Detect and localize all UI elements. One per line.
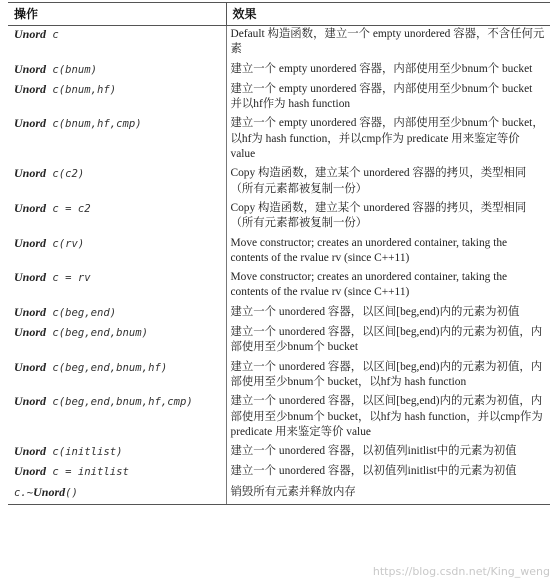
table-body — [8, 26, 550, 505]
operation-cell — [8, 269, 226, 304]
container-type: Unord — [14, 270, 47, 285]
watermark: https://blog.csdn.net/King_weng — [372, 565, 550, 578]
operation-signature: c(beg,end) — [46, 306, 117, 319]
effect-cell: Copy 构造函数，建立某个 unordered 容器的拷贝，类型相同（所有元素都被复制一份） — [226, 165, 550, 200]
operation-cell — [8, 115, 226, 165]
table-row — [8, 359, 550, 394]
operation-cell — [8, 463, 226, 483]
operation-signature: c(bnum,hf) — [46, 83, 117, 96]
header-operation: 操作 — [8, 3, 226, 26]
operation-signature: c(bnum,hf,cmp) — [46, 118, 142, 131]
operation-signature: () — [65, 486, 78, 499]
operation-signature: c = c2 — [46, 202, 91, 215]
operation-signature: c = initlist — [46, 466, 129, 479]
table-row — [8, 393, 550, 443]
container-type: Unord — [14, 61, 47, 76]
container-type: Unord — [14, 304, 47, 319]
table-row — [8, 235, 550, 270]
operation-cell — [8, 324, 226, 359]
table-row — [8, 115, 550, 165]
container-type: Unord — [14, 464, 47, 479]
table-row — [8, 269, 550, 304]
container-type: Unord — [14, 325, 47, 340]
operation-signature: c — [46, 29, 59, 41]
container-type: Unord — [14, 81, 47, 96]
operation-cell — [8, 443, 226, 463]
table-row — [8, 200, 550, 235]
operation-signature: c(c2) — [46, 168, 85, 181]
operation-cell — [8, 359, 226, 394]
table-row — [8, 165, 550, 200]
table-header — [8, 3, 550, 26]
container-type: Unord — [14, 166, 47, 181]
effect-cell: 销毁所有元素并释放内存 — [226, 484, 550, 505]
table-row — [8, 26, 550, 61]
operation-cell — [8, 81, 226, 116]
effect-cell: Copy 构造函数，建立某个 unordered 容器的拷贝，类型相同（所有元素都被复制一份） — [226, 200, 550, 235]
effect-cell: 建立一个 unordered 容器，以区间[beg,end)内的元素为初值，内部使用至少bnum个 bucket — [226, 324, 550, 359]
operation-cell — [8, 165, 226, 200]
operation-signature: c(rv) — [46, 237, 85, 250]
table-row — [8, 81, 550, 116]
effect-cell: 建立一个 unordered 容器，以初值列initlist中的元素为初值 — [226, 463, 550, 483]
operation-prefix: c.~ — [14, 486, 34, 499]
operation-cell — [8, 200, 226, 235]
container-type: Unord — [14, 116, 47, 131]
container-type: Unord — [33, 484, 66, 499]
table-row — [8, 443, 550, 463]
operation-signature: c(beg,end,bnum,hf,cmp) — [46, 396, 193, 409]
effect-cell: 建立一个 empty unordered 容器，内部使用至少bnum个 bucket — [226, 61, 550, 81]
table-row — [8, 324, 550, 359]
operation-cell — [8, 304, 226, 324]
table-row — [8, 61, 550, 81]
operation-cell — [8, 61, 226, 81]
table-row — [8, 484, 550, 505]
effect-cell: 建立一个 empty unordered 容器，内部使用至少bnum个 bucket，以hf为 hash function，并以cmp作为 predicate 用来鉴定等价 value — [226, 115, 550, 165]
effect-cell: Move constructor; creates an unordered container, taking the contents of the rvalue rv (since C++11) — [226, 235, 550, 270]
operation-signature: c(beg,end,bnum,hf) — [46, 361, 168, 374]
operation-signature: c = rv — [46, 272, 91, 285]
header-effect: 效果 — [226, 3, 550, 26]
effect-cell: 建立一个 empty unordered 容器，内部使用至少bnum个 bucket 并以hf作为 hash function — [226, 81, 550, 116]
operation-signature: c(bnum) — [46, 63, 98, 76]
operation-cell — [8, 484, 226, 505]
table-row — [8, 304, 550, 324]
operation-signature: c(initlist) — [46, 446, 123, 459]
effect-cell: Default 构造函数，建立一个 empty unordered 容器，不含任何元素 — [226, 26, 550, 61]
container-type: Unord — [14, 394, 47, 409]
reference-table-page — [8, 2, 550, 578]
container-type: Unord — [14, 27, 47, 41]
effect-cell: 建立一个 unordered 容器，以区间[beg,end)内的元素为初值，内部使用至少bnum个 bucket，以hf为 hash function — [226, 359, 550, 394]
operation-signature: c(beg,end,bnum) — [46, 327, 149, 340]
container-type: Unord — [14, 359, 47, 374]
unordered-constructors-table — [8, 2, 550, 505]
operation-cell — [8, 26, 226, 61]
container-type: Unord — [14, 200, 47, 215]
effect-cell: Move constructor; creates an unordered container, taking the contents of the rvalue rv (since C++11) — [226, 269, 550, 304]
operation-cell — [8, 393, 226, 443]
effect-cell: 建立一个 unordered 容器，以初值列initlist中的元素为初值 — [226, 443, 550, 463]
operation-cell — [8, 235, 226, 270]
container-type: Unord — [14, 444, 47, 459]
table-row — [8, 463, 550, 483]
effect-cell: 建立一个 unordered 容器，以区间[beg,end)内的元素为初值 — [226, 304, 550, 324]
effect-cell: 建立一个 unordered 容器，以区间[beg,end)内的元素为初值，内部使用至少bnum个 bucket，以hf为 hash function，并以cmp作为 predicate 用来鉴定等价 value — [226, 393, 550, 443]
container-type: Unord — [14, 235, 47, 250]
